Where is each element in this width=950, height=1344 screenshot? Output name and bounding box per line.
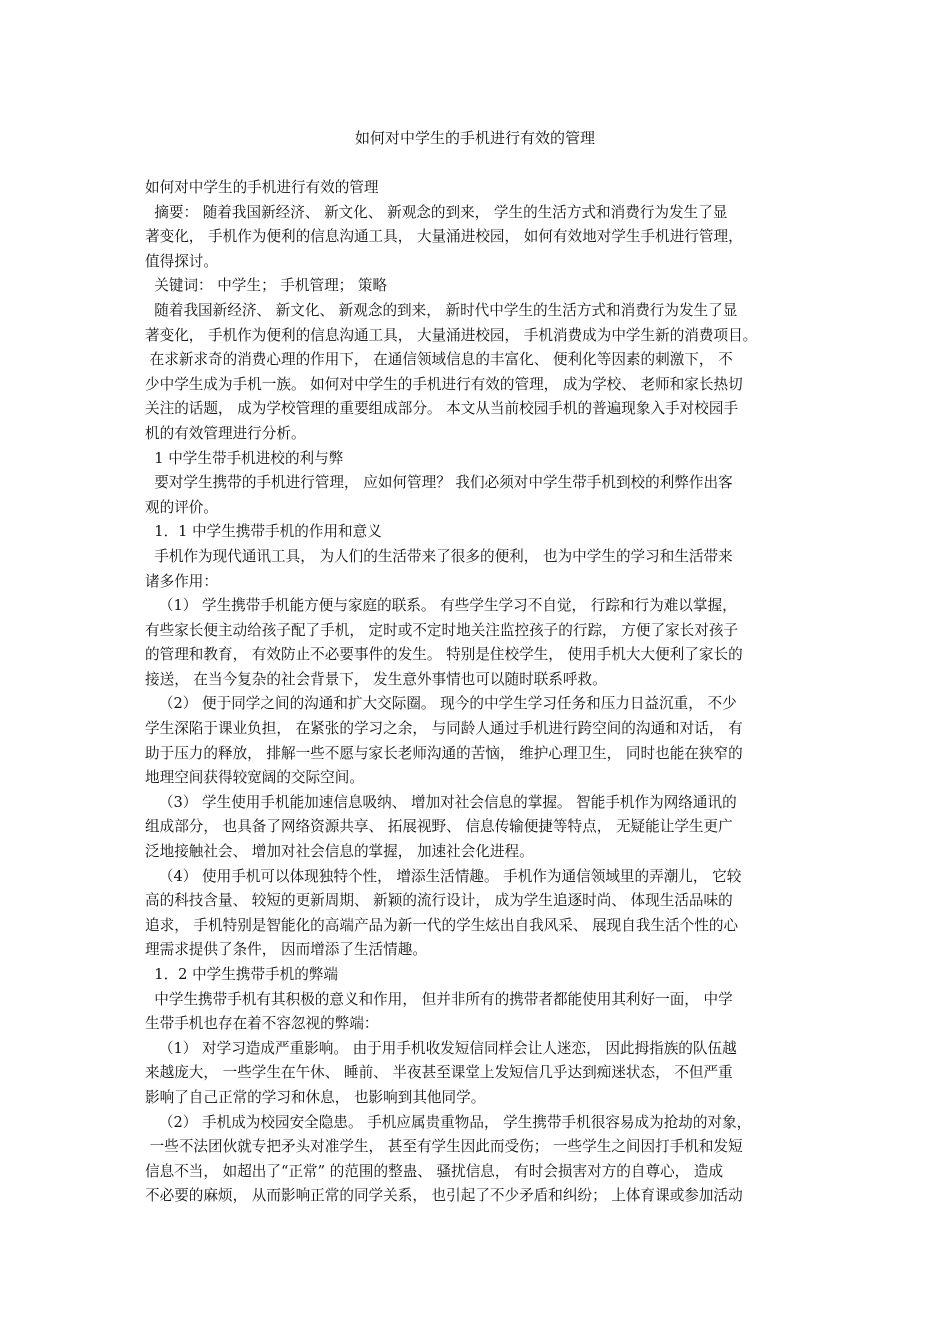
text-line: 摘要： 随着我国新经济、 新文化、 新观念的到来， 学生的生活方式和消费行为发生了显 <box>145 203 728 221</box>
text-line: 在求新求奇的消费心理的作用下， 在通信领域信息的丰富化、 便利化等因素的刺激下， 不 <box>145 351 733 369</box>
text-line: 学生深陷于课业负担， 在紧张的学习之余， 与同龄人通过手机进行跨空间的沟通和对话， 有 <box>145 720 743 738</box>
text-line: 关键词： 中学生； 手机管理； 策略 <box>145 277 388 295</box>
text-line: （1） 学生携带手机能方便与家庭的联系。 有些学生学习不自觉， 行踪和行为难以掌握， <box>145 597 737 615</box>
text-line: 值得探讨。 <box>145 252 218 270</box>
text-line: 助于压力的释放， 排解一些不愿与家长老师沟通的苦恼， 维护心理卫生， 同时也能在狭窄的 <box>145 744 743 762</box>
text-line: 著变化， 手机作为便利的信息沟通工具， 大量涌进校园， 如何有效地对学生手机进行管理， <box>145 228 743 246</box>
text-line: 1．2 中学生携带手机的弊端 <box>145 966 339 983</box>
text-line: 如何对中学生的手机进行有效的管理 <box>145 179 379 196</box>
text-line: 随着我国新经济、 新文化、 新观念的到来， 新时代中学生的生活方式和消费行为发生了显 <box>145 301 738 319</box>
text-line: （2） 手机成为校园安全隐患。 手机应属贵重物品， 学生携带手机很容易成为抢劫的对象， <box>145 1113 752 1131</box>
text-line: 泛地接触社会、 增加对社会信息的掌握， 加速社会化进程。 <box>145 843 534 861</box>
text-line: 少中学生成为手机一族。 如何对中学生的手机进行有效的管理， 成为学校、 老师和家长热切 <box>145 375 743 393</box>
text-line: 生带手机也存在着不容忽视的弊端： <box>145 1015 379 1033</box>
text-line: 不必要的麻烦， 从而影响正常的同学关系， 也引起了不少矛盾和纠纷； 上体育课或参加活动 <box>145 1187 743 1205</box>
text-line: 1 中学生带手机进校的利与弊 <box>145 449 344 467</box>
text-line: 理需求提供了条件， 因而增添了生活情趣。 <box>145 941 427 959</box>
text-line: 机的有效管理进行分析。 <box>145 424 306 442</box>
text-line: 接送， 在当今复杂的社会背景下， 发生意外事情也可以随时联系呼救。 <box>145 670 607 688</box>
text-line: 的管理和教育， 有效防止不必要事件的发生。 特别是住校学生， 使用手机大大便利了家长的 <box>145 646 743 664</box>
text-line: 中学生携带手机有其积极的意义和作用， 但并非所有的携带者都能使用其利好一面， 中学 <box>145 990 733 1008</box>
text-line: 高的科技含量、 较短的更新周期、 新颖的流行设计， 成为学生追逐时尚、 体现生活品味的 <box>145 892 733 910</box>
text-line: 有些家长便主动给孩子配了手机， 定时或不定时地关注监控孩子的行踪， 方便了家长对孩子 <box>145 621 739 639</box>
text-line: 地理空间获得较宽阔的交际空间。 <box>145 769 364 787</box>
text-line: （4） 使用手机可以体现独特个性， 增添生活情趣。 手机作为通信领域里的弄潮儿， 它较 <box>145 867 742 885</box>
text-line: （2） 便于同学之间的沟通和扩大交际圈。 现今的中学生学习任务和压力日益沉重， 不少 <box>145 695 737 713</box>
text-line: 一些不法团伙就专把矛头对准学生， 甚至有学生因此而受伤； 一些学生之间因打手机和发短 <box>145 1138 743 1156</box>
text-line: 关注的话题， 成为学校管理的重要组成部分。 本文从当前校园手机的普遍现象入手对校园手 <box>145 400 739 418</box>
text-line: 诸多作用： <box>145 572 218 590</box>
text-line: 追求， 手机特别是智能化的高端产品为新一代的学生炫出自我风采、 展现自我生活个性的心 <box>145 916 739 934</box>
text-line: 影响了自己正常的学习和休息， 也影响到其他同学。 <box>145 1088 486 1106</box>
text-line: 信息不当， 如超出了“正常” 的范围的整蛊、 骚扰信息， 有时会损害对方的自尊心， 造成 <box>145 1162 724 1180</box>
text-line: 要对学生携带的手机进行管理， 应如何管理？ 我们必须对中学生带手机到校的利弊作出客 <box>145 474 733 492</box>
text-line: 来越庞大， 一些学生在午休、 睡前、 半夜甚至课堂上发短信几乎达到痴迷状态， 不但严重 <box>145 1064 733 1082</box>
page-title: 如何对中学生的手机进行有效的管理 <box>354 129 595 147</box>
document-body <box>145 176 810 1209</box>
text-line: （1） 对学习造成严重影响。 由于用手机收发短信同样会让人迷恋， 因此拇指族的队伍越 <box>145 1039 737 1057</box>
text-line: 组成部分， 也具备了网络资源共享、 拓展视野、 信息传输便捷等特点， 无疑能让学生更广 <box>145 818 733 836</box>
text-line: 手机作为现代通讯工具， 为人们的生活带来了很多的便利， 也为中学生的学习和生活带来 <box>145 547 733 565</box>
text-line: 观的评价。 <box>145 498 218 516</box>
text-line: 1．1 中学生携带手机的作用和意义 <box>145 523 382 541</box>
text-line: 著变化， 手机作为便利的信息沟通工具， 大量涌进校园， 手机消费成为中学生新的消费项目。 <box>145 326 758 344</box>
text-line: （3） 学生使用手机能加速信息吸纳、 增加对社会信息的掌握。 智能手机作为网络通讯的 <box>145 793 737 811</box>
